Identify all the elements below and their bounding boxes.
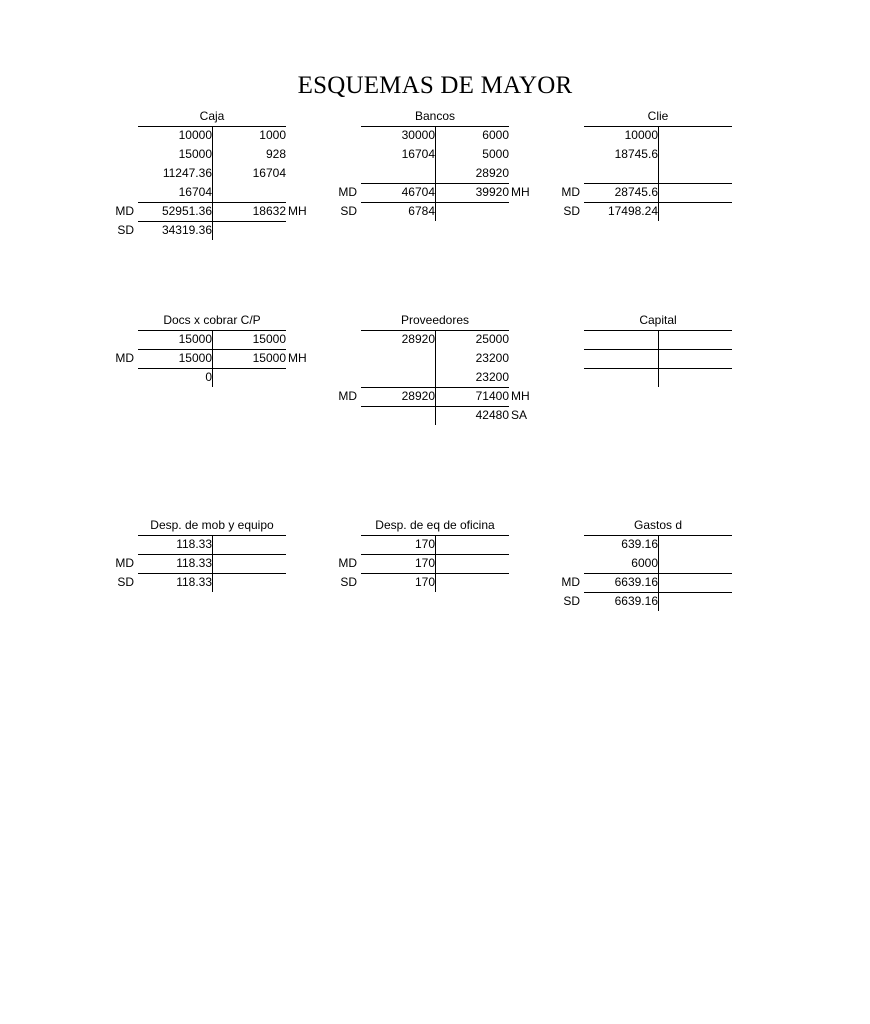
account-name: Desp. de eq de oficina xyxy=(375,518,495,532)
debit-value: 6000 xyxy=(631,556,658,570)
balance-label: SD xyxy=(340,575,357,589)
debit-total: 28745.6 xyxy=(614,185,658,199)
balance-right-label: SA xyxy=(511,408,528,422)
balance-debit: 34319.36 xyxy=(161,223,212,237)
balance-debit: 17498.24 xyxy=(607,204,658,218)
balance-label: SD xyxy=(563,204,580,218)
balance-label: SD xyxy=(117,575,134,589)
totals-left-label: MD xyxy=(561,575,580,589)
debit-total: 118.33 xyxy=(176,556,212,570)
balance-debit: 0 xyxy=(205,370,212,384)
credit-value xyxy=(658,330,732,349)
credit-total xyxy=(658,573,732,592)
account-name: Gastos d xyxy=(633,518,683,532)
debit-value: 18745.6 xyxy=(614,147,658,161)
totals-right-label: MH xyxy=(511,389,530,403)
balance-right-label xyxy=(734,202,764,221)
debit-value: 10000 xyxy=(178,128,212,142)
credit-total: 71400 xyxy=(475,389,509,403)
page-title: ESQUEMAS DE MAYOR xyxy=(297,72,573,99)
debit-value: 28920 xyxy=(401,332,435,346)
credit-total xyxy=(658,183,732,202)
totals-right-label: MH xyxy=(511,185,530,199)
debit-value: 15000 xyxy=(178,147,212,161)
balance-label: SD xyxy=(117,223,134,237)
balance-credit: 42480 xyxy=(475,408,509,422)
debit-value: 10000 xyxy=(624,128,658,142)
debit-total: 15000 xyxy=(178,351,212,365)
debit-value: 16704 xyxy=(401,147,435,161)
credit-value: 25000 xyxy=(475,332,509,346)
center-rule xyxy=(658,535,659,611)
credit-total: 15000 xyxy=(252,351,286,365)
debit-value: 30000 xyxy=(401,128,435,142)
balance-debit: 6784 xyxy=(408,204,435,218)
credit-value xyxy=(658,164,732,183)
account-name: Capital xyxy=(639,313,677,327)
credit-value xyxy=(658,126,732,145)
account-name: Proveedores xyxy=(400,313,470,327)
credit-value xyxy=(658,368,732,387)
debit-value: 11247.36 xyxy=(162,166,212,180)
totals-left-label: MD xyxy=(338,185,357,199)
account-name: Clie xyxy=(647,109,669,123)
totals-left-label: MD xyxy=(115,204,134,218)
balance-credit xyxy=(658,592,732,611)
debit-value: 16704 xyxy=(178,185,212,199)
center-rule xyxy=(658,330,659,387)
totals-left-label: MD xyxy=(115,351,134,365)
totals-left-label: MD xyxy=(338,389,357,403)
totals-right-label: MH xyxy=(288,351,307,365)
totals-right-label xyxy=(734,183,764,202)
debit-value: 15000 xyxy=(178,332,212,346)
totals-left-label: MD xyxy=(338,556,357,570)
credit-value: 16704 xyxy=(252,166,286,180)
credit-value: 23200 xyxy=(475,370,509,384)
center-rule xyxy=(658,126,659,221)
credit-total: 18632 xyxy=(252,204,286,218)
debit-total: 6639.16 xyxy=(614,575,658,589)
balance-credit xyxy=(658,202,732,221)
balance-debit: 6639.16 xyxy=(614,594,658,608)
credit-total: 39920 xyxy=(475,185,509,199)
totals-right-label xyxy=(734,573,764,592)
debit-total: 170 xyxy=(414,556,435,570)
totals-left-label: MD xyxy=(561,185,580,199)
account-name: Bancos xyxy=(414,109,456,123)
credit-value xyxy=(658,535,732,554)
account-name: Docs x cobrar C/P xyxy=(163,313,261,327)
totals-left-label: MD xyxy=(115,556,134,570)
account-name: Caja xyxy=(199,109,225,123)
debit-total: 46704 xyxy=(401,185,435,199)
balance-debit: 170 xyxy=(414,575,435,589)
credit-value: 6000 xyxy=(482,128,509,142)
balance-debit: 118.33 xyxy=(176,575,212,589)
account-name: Desp. de mob y equipo xyxy=(150,518,274,532)
credit-value: 1000 xyxy=(259,128,286,142)
balance-right-label xyxy=(734,592,764,611)
totals-right-label: MH xyxy=(288,204,307,218)
debit-total: 52951.36 xyxy=(161,204,212,218)
credit-value: 5000 xyxy=(482,147,509,161)
balance-label: SD xyxy=(340,204,357,218)
debit-value: 118.33 xyxy=(176,537,212,551)
debit-total: 28920 xyxy=(401,389,435,403)
credit-value xyxy=(658,554,732,573)
credit-value: 928 xyxy=(265,147,286,161)
credit-value: 28920 xyxy=(475,166,509,180)
balance-label: SD xyxy=(563,594,580,608)
credit-value xyxy=(658,145,732,164)
debit-value: 170 xyxy=(414,537,435,551)
credit-value xyxy=(658,349,732,368)
credit-value: 23200 xyxy=(475,351,509,365)
debit-value: 639.16 xyxy=(621,537,658,551)
credit-value: 15000 xyxy=(252,332,286,346)
